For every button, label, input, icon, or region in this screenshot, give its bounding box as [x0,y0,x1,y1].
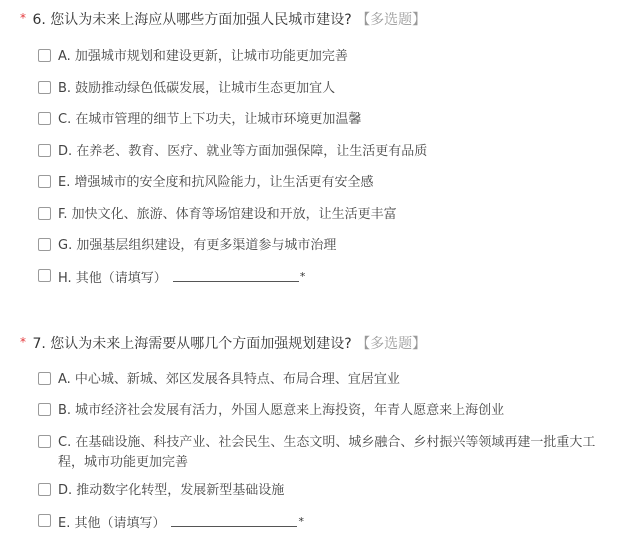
option-a[interactable] [38,47,618,67]
checkbox[interactable] [38,207,51,220]
question-text: 您认为未来上海应从哪些方面加强人民城市建设? [50,12,352,28]
option-d[interactable] [38,142,618,162]
question-type-tag: 【多选题】 [356,12,427,28]
question-text: 您认为未来上海需要从哪几个方面加强规划建设? [50,336,352,352]
option-b[interactable] [38,401,618,421]
checkbox[interactable] [38,144,51,157]
option-c[interactable] [38,110,618,130]
checkbox[interactable] [38,514,51,527]
checkbox[interactable] [38,112,51,125]
checkbox[interactable] [38,49,51,62]
question-number: 6. [32,12,46,28]
option-label: B. 鼓励推动绿色低碳发展，让城市生态更加宜人 [58,81,336,96]
required-mark: * [298,515,304,528]
checkbox[interactable] [38,483,51,496]
checkbox[interactable] [38,403,51,416]
other-fill-input[interactable] [171,512,297,527]
option-c[interactable] [38,433,618,473]
option-e-other[interactable] [38,512,618,534]
checkbox[interactable] [38,238,51,251]
option-label: C. 在城市管理的细节上下功夫，让城市环境更加温馨 [58,112,362,127]
option-label: G. 加强基层组织建设，有更多渠道参与城市治理 [58,238,337,253]
required-mark: * [20,335,26,349]
option-label: D. 在养老、教育、医疗、就业等方面加强保障，让生活更有品质 [58,144,428,159]
option-label: A. 加强城市规划和建设更新，让城市功能更加完善 [58,49,348,64]
option-label: H. 其他（请填写） [58,271,167,286]
required-mark: * [20,11,26,25]
checkbox[interactable] [38,435,51,448]
option-e[interactable] [38,173,618,193]
option-label: B. 城市经济社会发展有活力，外国人愿意来上海投资，年青人愿意来上海创业 [58,403,505,418]
question-title [20,10,426,30]
checkbox[interactable] [38,81,51,94]
checkbox[interactable] [38,372,51,385]
option-label: A. 中心城、新城、郊区发展各具特点、布局合理、宜居宜业 [58,372,400,387]
question-type-tag: 【多选题】 [356,336,427,352]
option-d[interactable] [38,481,618,501]
option-f[interactable] [38,205,618,225]
option-b[interactable] [38,79,618,99]
option-label: C. 在基础设施、科技产业、社会民生、生态文明、城乡融合、乡村振兴等领域再建一批重大工程，城市功能更加完善 [58,435,596,470]
option-label: E. 增强城市的安全度和抗风险能力，让生活更有安全感 [58,175,374,190]
option-label: D. 推动数字化转型，发展新型基础设施 [58,483,285,498]
question-number: 7. [32,336,46,352]
checkbox[interactable] [38,175,51,188]
checkbox[interactable] [38,269,51,282]
option-label: F. 加快文化、旅游、体育等场馆建设和开放，让生活更丰富 [58,207,397,222]
question-title [20,334,426,354]
option-h-other[interactable] [38,267,618,289]
other-fill-input[interactable] [173,267,299,282]
option-label: E. 其他（请填写） [58,516,166,531]
option-g[interactable] [38,236,618,256]
required-mark: * [299,270,306,283]
option-a[interactable] [38,370,618,390]
